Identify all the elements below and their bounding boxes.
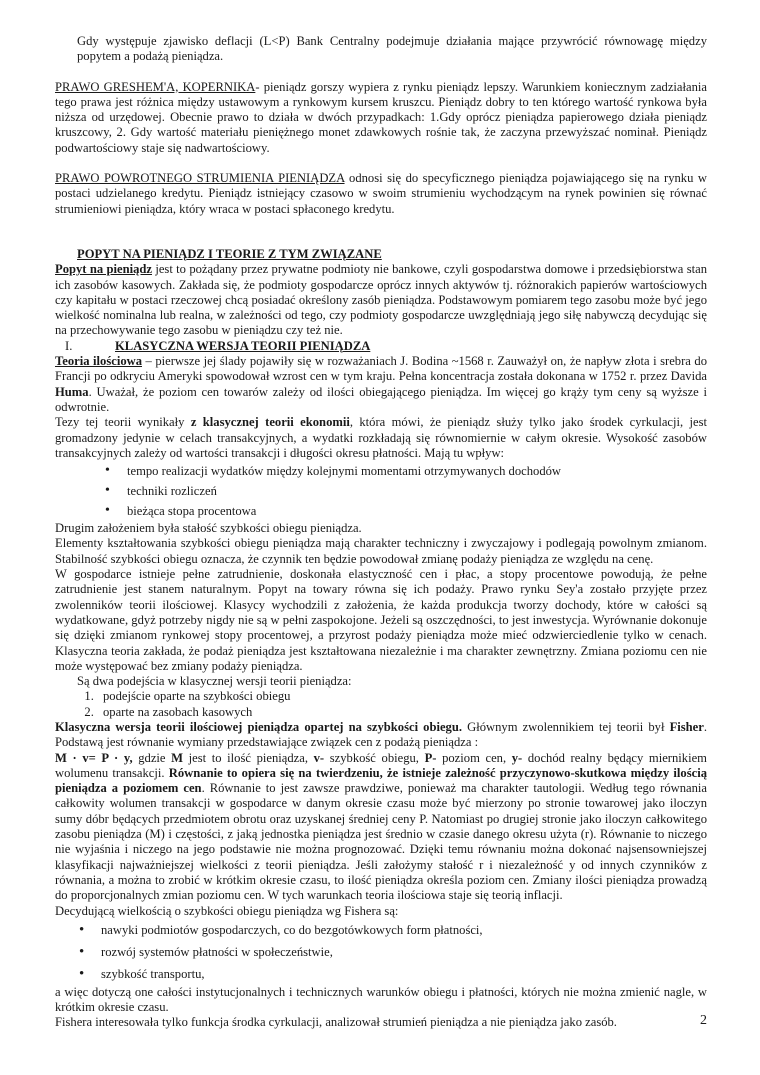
list-item: • bieżąca stopa procentowa (105, 501, 707, 521)
institutional-conditions: a więc dotyczą one całości instytucjonalnych i technicznych warunków obiegu i płatności, których nie można zmienić nagle, w krótkim okresie czasu. (55, 984, 707, 1015)
list-item: • techniki rozliczeń (105, 481, 707, 501)
two-approaches: Są dwa podejścia w klasycznej wersji teorii pieniądza: (77, 674, 352, 689)
return-stream-paragraph: PRAWO POWROTNEGO STRUMIENIA PIENIĄDZA odnosi się do specyficznego pieniądza pojawiającego się na rynku w postaci udzielanego kredytu. Pieniądz istniejący czasowo w swoim strumieniu wychodzącym na rynek powinien się równać strumieniowi pieniądza, który wraca w postaci spłaconego kredytu. (55, 171, 707, 216)
fisher-conclusion: Fishera interesowała tylko funkcja środka cyrkulacji, analizował strumień pieniądza a nie pieniądza jako zasób. (55, 1015, 617, 1030)
equation-paragraph: M · v= P · y, gdzie M jest to ilość pieniądza, v- szybkość obiegu, P- poziom cen, y- dochód realny będący miernikiem wolumenu transakcji. Równanie to opiera się na twierdzeniu, że istnieje zależność przyczynowo-skutkowa między ilością pieniądza a poziomem cen. Równanie to jest zawsze prawdziwe, ponieważ ma charakter tautologii. Według tego równania całkowity wolumen transakcji w gospodarce w danym okresie czasu może być mierzony po stronie towarowej jako iloczyn sumy dóbr będących przedmiotem obrotu oraz uzyskanej średniej ceny P. Natomiast po drugiej stronie jako iloczyn całkowitego zasobu pieniądza (M) i częstości, z jaką jednostka pieniądza jest średnio w czasie danego okresu użyta (r). Równanie to niczego nie wyjaśnia i niczego na jego podstawie nie można prognozować. Dzięki temu równaniu można dokonać najsensowniejszej klasyfikacji najważniejszej wielkości z teorii pieniądza. Jeśli założymy stałość r i niezależność y od innych czynników z równania, a można to zrobić w krótkim okresie czasu, to ilość pieniądza określa poziom cen. Zmiany ilości pieniądza prowadzą do proporcjonalnych zmian poziomu cen. W tych warunkach teoria ilościowa staje się teorią inflacji. (55, 750, 707, 903)
section-title: KLASYCZNA WERSJA TEORII PIENIĄDZA (115, 338, 371, 353)
gresham-title: PRAWO GRESHEM'A, KOPERNIKA (55, 79, 256, 94)
velocity-elements-paragraph: Elementy kształtowania szybkości obiegu pieniądza mają charakter techniczny i zwyczajowy i podlegają powolnym zmianom. Stabilność szybkości obiegu oznacza, że czynnik ten będzie powodował zmianę podaży pieniądza ze względu na cenę. (55, 536, 707, 566)
deflation-paragraph: Gdy występuje zjawisko deflacji (L<P) Bank Centralny podejmuje działania mające przywrócić równowagę między popytem a podażą pieniądza. (77, 34, 707, 64)
section-number: I. (65, 338, 73, 353)
page-number: 2 (700, 1013, 707, 1028)
factors-list (55, 461, 707, 521)
fisher-paragraph: Klasyczna wersja teorii ilościowej pieniądza opartej na szybkości obiegu. Głównym zwolennikiem tej teorii był Fisher. Podstawą jest równanie wymiany przedstawiające związek cen z podażą pieniądza : (55, 719, 708, 750)
decisive-factors-intro: Decydującą wielkością o szybkości obiegu pieniądza wg Fishera są: (55, 903, 399, 918)
gresham-paragraph: PRAWO GRESHEM'A, KOPERNIKA- pieniądz gorszy wypiera z rynku pieniądz lepszy. Warunkiem koniecznym zadziałania tego prawa jest różnica między ustawowym a rynkowym kursem kruszcu. Pieniądz dobry to ten którego wartość rynkowa była niższa od urzędowej. Obecnie prawo to działa w dwóch przypadkach: 1.Gdy oprócz pieniądza papierowego działa pieniądz kruszcowy, 2. Gdy wartość materiału pieniężnego monet zdawkowych rośnie tak, że zaczyna przewyższać nominał. Pieniądz podwartościowy staje się nadwartościowy. (55, 79, 707, 155)
list-item: • tempo realizacji wydatków między kolejnymi momentami otrzymywanych dochodów (105, 461, 707, 481)
list-item: 2. oparte na zasobach kasowych (97, 705, 707, 720)
return-stream-title: PRAWO POWROTNEGO STRUMIENIA PIENIĄDZA (55, 171, 345, 186)
document-page (55, 34, 707, 1031)
list-item: • rozwój systemów płatności w społeczeństwie, (79, 941, 707, 963)
economy-paragraph: W gospodarce istnieje pełne zatrudnienie, doskonała elastyczność cen i płac, a stopy procentowe powodują, że pełne zatrudnienie jest stanem naturalnym. Popyt na towary równa się ich podaży. Prawo rynku Sey'a zostało przyjęte przez zwolenników teorii ilościowej. Klasycy wychodzili z założenia, że każda produkcja tworzy dochody, które w całości są wydatkowane, gdyż potrzeby nigdy nie są w pełni zaspokojone. Jeżeli są oszczędności, to jest inwestycja. Wyrównanie dokonuje się dzięki zmianom rynkowej stopy procentowej, a przyrost podaży pieniądza może mieć odzwierciedlenie tylko w cenach. Klasyczna teoria zakłada, że podaż pieniądza jest kształtowana niezależnie i ma charakter zewnętrzny. Zmiana poziomu cen nie może występować bez zmiany podaży pieniądza. (55, 567, 707, 673)
section-heading-demand: POPYT NA PIENIĄDZ I TEORIE Z TYM ZWIĄZANE (77, 246, 382, 261)
habits-list (55, 919, 707, 985)
list-item: • szybkość transportu, (79, 963, 707, 985)
theses-paragraph: Tezy tej teorii wynikały z klasycznej teorii ekonomii, która mówi, że pieniądz służy tylko jako środek cyrkulacji, jest gromadzony jedynie w celach transakcyjnych, a wydatki rozkładają się równomiernie w całym okresie. Wysokość zasobów transakcyjnych zależy od wartości transakcji i długości okresu płatności. Mają tu wpływ: (55, 415, 707, 460)
demand-paragraph: Popyt na pieniądz jest to pożądany przez prywatne podmioty nie bankowe, czyli gospodarstwa domowe i przedsiębiorstwa stan ich zasobów kasowych. Zakłada się, że podmioty gospodarcze oprócz innych aktywów tj. różnorakich papierów wartościowych czy kapitału w postaci rzeczowej chcą posiadać określony zasób pieniądza. Podstawowym pomiarem tego zasobu może być jego wielkość nominalna lub realna, w zależności od tego, czy podmioty gospodarcze uwzględniają jego siłę nabywczą decydując się na przechowywanie tego zasobu w pieniądzu czy też nie. (55, 262, 708, 338)
approaches-list (55, 689, 707, 720)
section-classical-heading (55, 339, 707, 354)
quantity-theory-paragraph: Teoria ilościowa – pierwsze jej ślady pojawiły się w rozważaniach J. Bodina ~1568 r. Zauważył on, że napływ złota i srebra do Francji po odkryciu Ameryki spowodował wzrost cen w tym kraju. Pełna koncentracja została dokonana w 1752 r. przez Davida Huma. Uważał, że poziom cen towarów zależy od ilości obiegającego pieniądza. Im więcej go krąży tym ceny są wyższe i odwrotnie. (55, 354, 707, 414)
quantity-theory-term: Teoria ilościowa (55, 354, 143, 369)
demand-term: Popyt na pieniądz (55, 262, 152, 277)
exchange-equation: M · v= P · y, (55, 750, 133, 765)
list-item: • nawyki podmiotów gospodarczych, co do bezgotówkowych form płatności, (79, 919, 707, 941)
list-item: 1. podejście oparte na szybkości obiegu (97, 689, 707, 704)
second-assumption: Drugim założeniem była stałość szybkości obiegu pieniądza. (55, 521, 362, 536)
